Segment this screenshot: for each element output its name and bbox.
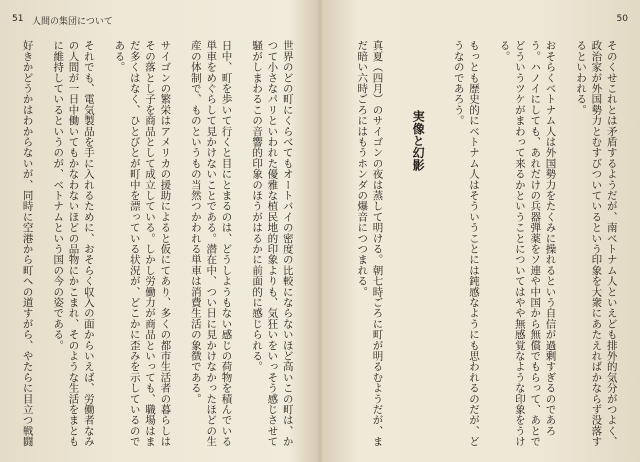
running-head: 人間の集団について	[32, 17, 113, 27]
paragraph: 真夏（四月）のサイゴンの夜は蒸して明ける。朝七時ごろに町が明るむようだが、まだ暗い六時ごろにはもうホンダの爆音につつまれる。	[356, 40, 384, 447]
paragraph: それでも、電気製品を手に入れるために、おそらく収入の面からいえば、労働者なみの人間が一日中働いてもかなわないほどの品物にかこまれ、そのような生活をまともに維持しているというのが、ベトナムという国の今の姿である。	[52, 40, 95, 447]
paragraph: 世界のどの町にくらべてもオートバイの密度の比較にならないほど高いこの町は、かつて小さなパリといわれた優雅な植民地的印象よりも、気狂いをいっそう感じさせて騒がしまわるこの音響的印象のほうがはるかに前面的に感じられる。	[251, 40, 294, 447]
right-page-number: 50	[616, 14, 628, 24]
left-page	[0, 0, 318, 462]
paragraph: もっとも歴史的にベトナム人はそういうことには鈍感なようにも思われるのだが、どうなのであろう。	[452, 40, 481, 447]
section-heading: 実像と幻影	[411, 110, 426, 171]
paragraph: そのくせこれとは矛盾するようだが、南ベトナム人といえども排外的気分がつよく、政治家が外国勢力とむすびついているという印象を大衆にあたえればかならず没落するといわれる。	[575, 40, 618, 447]
right-page-body	[348, 40, 634, 450]
paragraph: サイゴンの繁栄はアメリカの援助によると仮にてあり、多くの都市生活者の暮らしはその落とし子を商品として成立している。しかし労働力が商品といっても、職場はまだ多くはなく、ひとびとが町中を漂っている状況が、どこかに歪みを示しているのである。	[113, 40, 172, 447]
paragraph: 日中、町を歩いて行くと目にとまるのは、どうしようもない感じの荷物を積んでいる単車をめぐらして見かけないことである。潜在中、つい日に見かけなかったほどの生産の体制で、ものというもの当然つかわれる単車は消費生活の象徴である。	[189, 40, 233, 447]
right-page	[322, 0, 640, 462]
left-page-body	[18, 40, 310, 450]
left-page-number: 51	[12, 14, 24, 24]
paragraph: おそらくベトナム人は外国勢力をたくみに操れるという自信が過剰すぎるのであろう。ハノイにしても、あれだけの兵器弾薬をソ連や中国から無償でもらって、あとでどういうツケがまわって来るかということについてはやや無感覚なような印象をうける。	[498, 40, 557, 447]
paragraph: 好きかどうかはわからないが、同時に空港から町への道すがら、やたらに目立つ戦闘	[21, 40, 34, 447]
